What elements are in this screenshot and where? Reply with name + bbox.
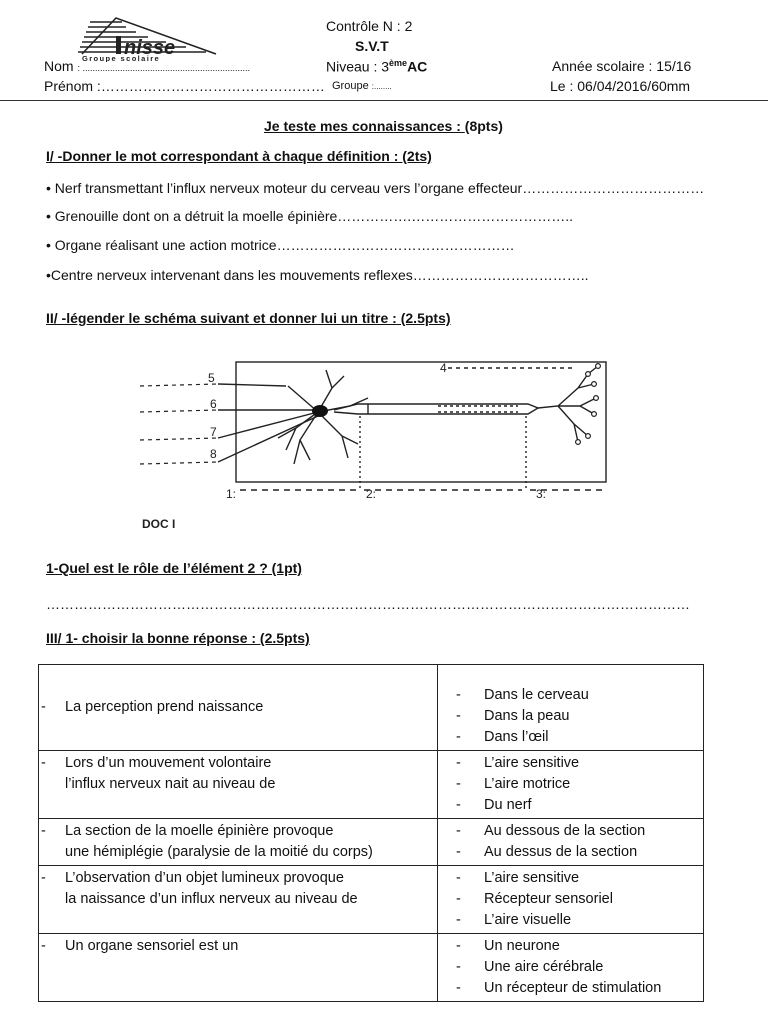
option[interactable]: - Un récepteur de stimulation bbox=[456, 980, 662, 996]
groupe-field bbox=[332, 80, 392, 92]
school-year: Année scolaire : 15/16 bbox=[552, 58, 692, 74]
options-cell bbox=[438, 751, 704, 819]
question-cell: - Un organe sensoriel est un bbox=[39, 934, 438, 1002]
option[interactable]: - Du nerf bbox=[456, 797, 532, 813]
diagram-frame bbox=[236, 362, 606, 482]
header-divider bbox=[0, 100, 768, 101]
option[interactable]: - L’aire motrice bbox=[456, 776, 571, 792]
option[interactable]: - L’aire sensitive bbox=[456, 755, 580, 771]
question-text: La perception prend naissance bbox=[65, 699, 264, 715]
option[interactable]: - Récepteur sensoriel bbox=[456, 891, 613, 907]
nom-dots: : ................................................................... bbox=[77, 63, 250, 73]
table-row bbox=[39, 819, 704, 866]
diagram-label-8: 8 bbox=[210, 447, 217, 461]
question-text: Un organe sensoriel est un bbox=[65, 938, 239, 954]
question-text: La section de la moelle épinière provoque bbox=[65, 823, 334, 839]
cell-nucleus bbox=[312, 405, 328, 417]
table-row bbox=[39, 751, 704, 819]
logo-subtitle: Groupe scolaire bbox=[82, 54, 161, 62]
choice-table bbox=[38, 664, 704, 1002]
section-title-text: Je teste mes connaissances : bbox=[264, 118, 465, 134]
diagram-label-5: 5 bbox=[208, 371, 215, 385]
diagram-label-3: 3: bbox=[536, 487, 547, 501]
nom-label: Nom bbox=[44, 58, 74, 74]
definition-item: •Centre nerveux intervenant dans les mouvements reflexes……………………………….. bbox=[46, 267, 589, 283]
option[interactable]: - Dans la peau bbox=[456, 708, 570, 724]
options-cell bbox=[438, 934, 704, 1002]
groupe-label: Groupe bbox=[332, 80, 369, 92]
question-text: la naissance d’un influx nerveux au niveau de bbox=[65, 891, 358, 907]
question-text: Lors d’un mouvement volontaire bbox=[65, 755, 272, 771]
question-text: une hémiplégie (paralysie de la moitié du corps) bbox=[65, 844, 373, 860]
definition-item: • Nerf transmettant l’influx nerveux moteur du cerveau vers l’organe effecteur………………………………… bbox=[46, 180, 705, 196]
part2-question: 1-Quel est le rôle de l’élément 2 ? (1pt) bbox=[46, 560, 302, 576]
controle-number: Contrôle N : 2 bbox=[326, 18, 413, 34]
section-title bbox=[264, 118, 503, 134]
niveau-prefix: Niveau : 3 bbox=[326, 58, 390, 75]
niveau bbox=[326, 58, 427, 75]
part3-heading: III/ 1- choisir la bonne réponse : (2.5pts) bbox=[46, 630, 310, 646]
options-cell bbox=[438, 866, 704, 934]
question-cell: - Lors d’un mouvement volontaire l’influx nerveux nait au niveau de bbox=[39, 751, 438, 819]
niveau-suffix: AC bbox=[407, 58, 428, 75]
logo-text: nisse bbox=[124, 37, 176, 59]
question-cell: - La perception prend naissance bbox=[39, 665, 438, 751]
table-row bbox=[39, 934, 704, 1002]
neuron-diagram bbox=[118, 340, 638, 540]
diagram-label-4: 4 bbox=[440, 361, 447, 375]
diagram-label-6: 6 bbox=[210, 397, 217, 411]
diagram-label-2: 2: bbox=[366, 487, 377, 501]
niveau-sup: ème bbox=[389, 58, 408, 68]
question-cell: - La section de la moelle épinière provoque une hémiplégie (paralysie de la moitié du corps) bbox=[39, 819, 438, 866]
prenom-label: Prénom : bbox=[44, 78, 101, 94]
option[interactable]: - Au dessus de la section bbox=[456, 844, 638, 860]
option[interactable]: - Un neurone bbox=[456, 938, 560, 954]
question-text: L’observation d’un objet lumineux provoque bbox=[65, 870, 344, 886]
subject: S.V.T bbox=[355, 38, 389, 54]
groupe-dots: :........ bbox=[371, 82, 392, 91]
option[interactable]: - Une aire cérébrale bbox=[456, 959, 604, 975]
option[interactable]: - L’aire sensitive bbox=[456, 870, 580, 886]
definition-item: • Grenouille dont on a détruit la moelle épinière…………….…………………………….. bbox=[46, 208, 573, 224]
option[interactable]: - Au dessous de la section bbox=[456, 823, 646, 839]
definition-item: • Organe réalisant une action motrice…………………………………………… bbox=[46, 237, 515, 253]
options-cell bbox=[438, 665, 704, 751]
doc-label: DOC I bbox=[142, 517, 176, 531]
question-cell: - L’observation d’un objet lumineux provoque la naissance d’un influx nerveux au niveau de bbox=[39, 866, 438, 934]
options-cell bbox=[438, 819, 704, 866]
section-points: (8pts) bbox=[464, 118, 503, 134]
option[interactable]: - L’aire visuelle bbox=[456, 912, 572, 928]
school-logo bbox=[76, 14, 221, 62]
table-row bbox=[39, 866, 704, 934]
diagram-label-7: 7 bbox=[210, 425, 217, 439]
option[interactable]: - Dans l’œil bbox=[456, 729, 549, 745]
diagram-label-1: 1: bbox=[226, 487, 237, 501]
part2-heading: II/ -légender le schéma suivant et donner lui un titre : (2.5pts) bbox=[46, 310, 451, 326]
nom-field bbox=[44, 58, 250, 74]
part1-heading: I/ -Donner le mot correspondant à chaque définition : (2ts) bbox=[46, 148, 432, 164]
table-row bbox=[39, 665, 704, 751]
exam-date: Le : 06/04/2016/60mm bbox=[550, 78, 691, 94]
answer-line: ………………………………………………………………………………………………………………………… bbox=[46, 596, 690, 612]
option[interactable]: - Dans le cerveau bbox=[456, 687, 589, 703]
prenom-field bbox=[44, 78, 325, 94]
prenom-dots: ………………………………………… bbox=[100, 78, 325, 94]
question-text: l’influx nerveux nait au niveau de bbox=[65, 776, 276, 792]
